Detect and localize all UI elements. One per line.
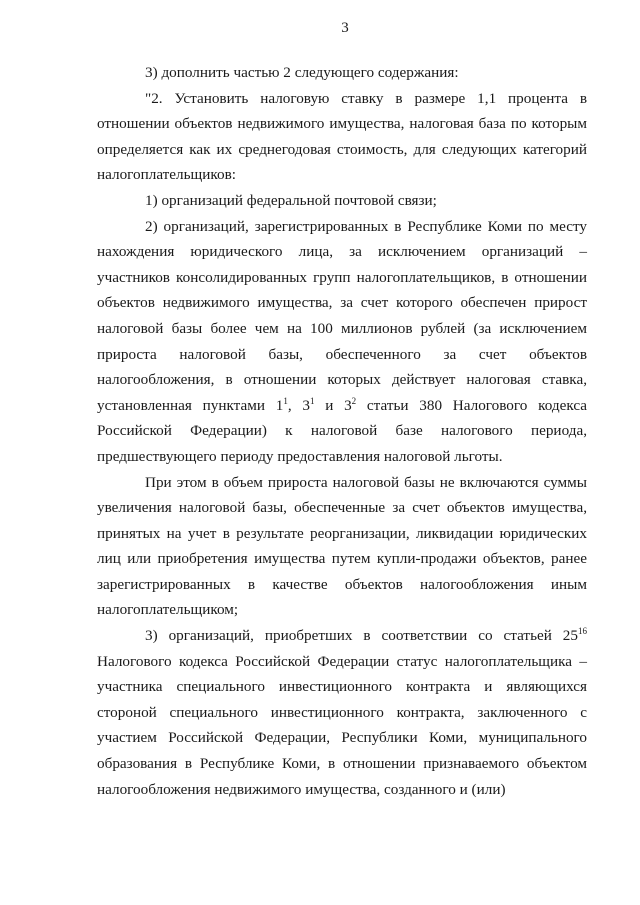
page-number: 3 bbox=[341, 20, 349, 36]
paragraph-item-3 bbox=[97, 623, 587, 802]
superscript: 2 bbox=[351, 395, 357, 406]
paragraph-item-2 bbox=[97, 214, 587, 470]
paragraph-amendment-intro: 3) дополнить частью 2 следующего содержания: bbox=[145, 64, 459, 81]
item-3-text-b: Налогового кодекса Российской Федерации статус налогоплательщика – участника специального инвестиционного контракта и являющихся стороной специального инвестиционного контракта, заключенного с участием Российской Федерации, Республики Коми, муниципального образования в Республике Коми, в отношении признаваемого объектом налогообложения недвижимого имущества, созданного и (или) bbox=[97, 652, 587, 798]
item-3-text-a: 3) организаций, приобретших в соответствии со статьей 25 bbox=[145, 627, 578, 645]
item-2-text-c: и 3 bbox=[314, 396, 352, 414]
superscript: 1 bbox=[283, 395, 288, 406]
superscript: 1 bbox=[309, 395, 315, 406]
item-2-text-d: статьи 380 Налогового кодекса Российской Федерации) к налоговой базе налогового периода, предшествующего периоду предоставления налоговой льготы. bbox=[97, 396, 587, 465]
item-2-text-a: 2) организаций, зарегистрированных в Республике Коми по месту нахождения юридического лица, за исключением организаций – участников консолидированных групп налогоплательщиков, в отношении объектов недвижимого имущества, за счет которого обеспечен прирост налоговой базы более чем на 100 миллионов рублей (за исключением прироста налоговой базы, обеспеченного за счет объектов налогообложения, в отношении которых действует налоговая ставка, установленная пунктами 1 bbox=[97, 217, 587, 414]
paragraph-exclusion-note: При этом в объем прироста налоговой базы не включаются суммы увеличения налоговой базы, обеспеченные за счет объектов имущества, принятых на учет в результате реорганизации, ликвидации юридических лиц или приобретения имущества путем купли-продажи объектов, ранее зарегистрированных в качестве объектов налогообложения иным налогоплательщиком; bbox=[97, 473, 587, 619]
paragraph-tax-rate: "2. Установить налоговую ставку в размере 1,1 процента в отношении объектов недвижимого имущества, налоговая база по которым определяется как их среднегодовая стоимость, для следующих категорий налогоплательщиков: bbox=[97, 89, 587, 184]
superscript: 16 bbox=[578, 626, 587, 636]
paragraph-item-1: 1) организаций федеральной почтовой связи; bbox=[145, 191, 437, 209]
document-body bbox=[97, 60, 587, 802]
item-2-text-b: , 3 bbox=[287, 396, 310, 414]
